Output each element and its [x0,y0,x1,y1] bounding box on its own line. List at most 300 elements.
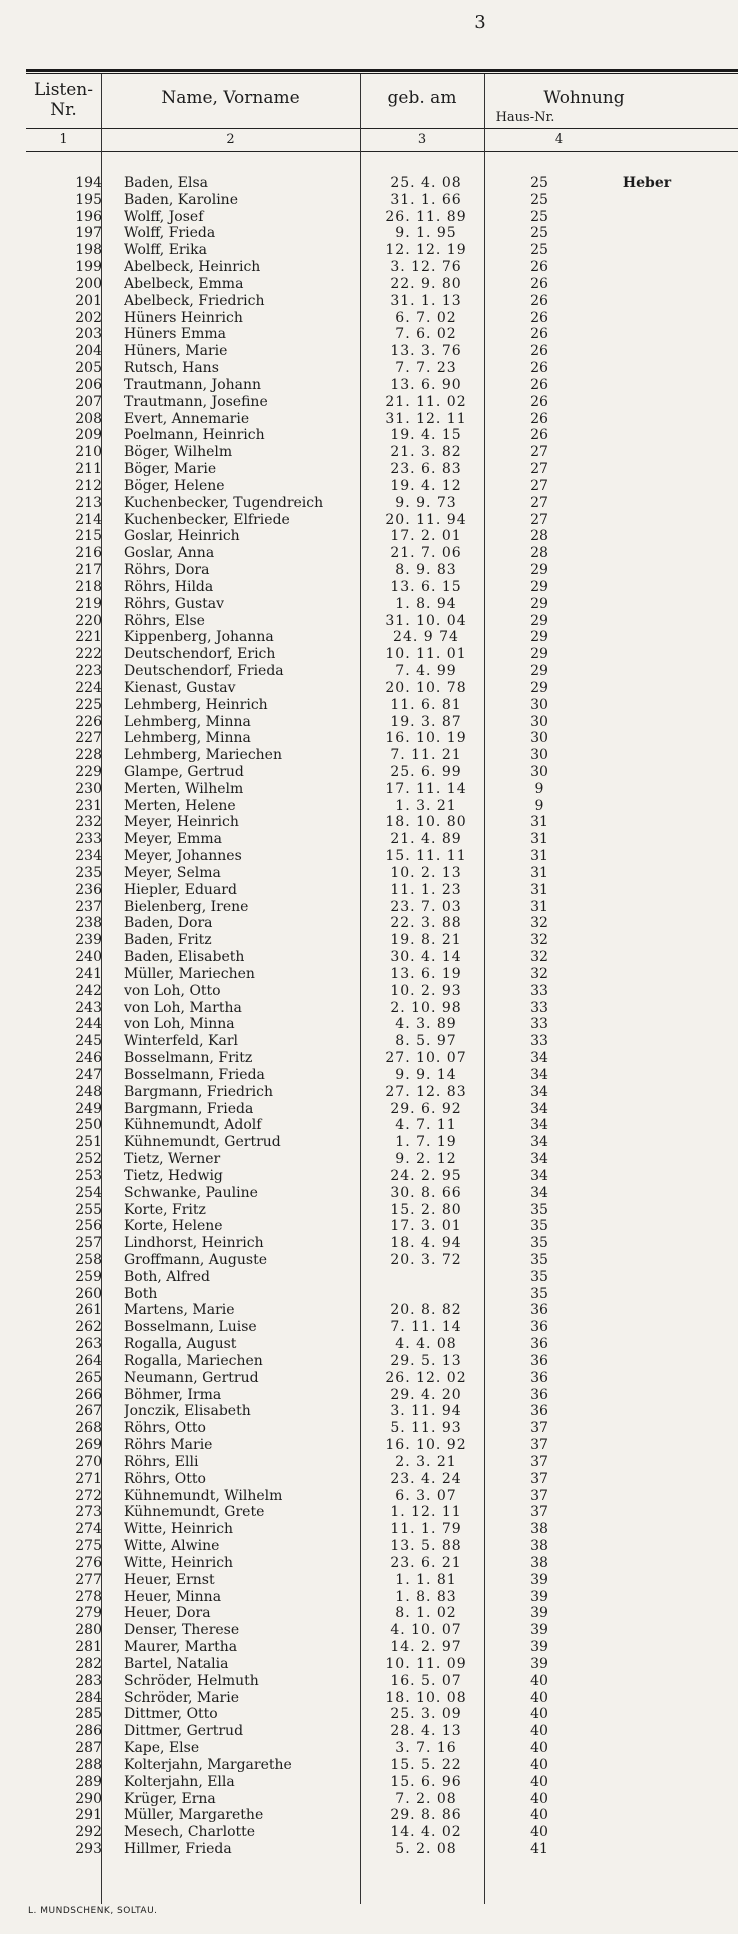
table-row [26,1605,738,1622]
house-number: 32 [530,915,548,932]
table-row [26,562,738,579]
list-number: 277 [75,1571,102,1588]
person-name: Röhrs, Otto [124,1420,206,1437]
person-name: Meyer, Selma [124,864,221,881]
house-number: 37 [530,1470,548,1487]
birth-date: 11. 6. 81 [390,696,462,713]
birth-date: 13. 5. 88 [390,1538,462,1555]
person-name: Trautmann, Johann [124,376,262,393]
list-number: 254 [75,1184,102,1201]
list-number: 201 [75,292,102,309]
house-number: 29 [530,595,548,612]
list-number: 286 [75,1723,102,1740]
person-name: Röhrs, Dora [124,562,210,579]
person-name: Schwanke, Pauline [124,1184,258,1201]
person-name: Schröder, Marie [124,1689,240,1706]
house-number: 31 [530,864,548,881]
table-row [26,175,738,192]
list-number: 266 [75,1386,102,1403]
birth-date: 15. 5. 22 [390,1756,462,1773]
list-number: 230 [75,780,102,797]
column-header-haus-nr: Haus-Nr. [495,110,555,125]
birth-date: 10. 2. 93 [390,982,462,999]
table-row [26,1807,738,1824]
person-name: Röhrs, Elli [124,1453,199,1470]
house-number: 31 [530,814,548,831]
birth-date: 21. 7. 06 [390,545,462,562]
person-name: Bargmann, Friedrich [124,1083,274,1100]
list-number: 240 [75,949,102,966]
table-row [26,1269,738,1286]
list-number: 200 [75,275,102,292]
table-row [26,613,738,630]
table-row [26,915,738,932]
house-number: 35 [530,1252,548,1268]
table-row [26,1016,738,1033]
person-name: von Loh, Otto [124,982,221,999]
column-header-listen-nr-line2: Nr. [50,100,77,120]
table-row [26,680,738,697]
person-name: Bosselmann, Frieda [124,1066,265,1083]
house-number: 33 [530,999,548,1016]
house-number: 37 [530,1504,548,1521]
column-index-2: 2 [226,132,235,147]
house-number: 9 [534,797,544,814]
list-number: 282 [75,1655,102,1672]
list-number: 224 [75,679,102,696]
column-index-3: 3 [417,132,427,147]
header-bottom-rule [26,128,738,129]
birth-date: 9. 9. 73 [395,494,457,511]
birth-date: 19. 8. 21 [390,932,462,949]
birth-date: 6. 3. 07 [395,1487,457,1504]
person-name: Witte, Heinrich [124,1554,234,1571]
table-row [26,394,738,411]
person-name: Baden, Dora [124,915,213,932]
list-number: 235 [75,864,102,881]
birth-date: 17. 11. 14 [385,780,467,797]
list-number: 269 [75,1437,102,1454]
house-number: 31 [530,848,548,865]
birth-date: 7. 7. 23 [395,360,457,377]
person-name: Hüners Emma [124,326,226,343]
house-number: 26 [530,259,548,276]
house-number: 39 [530,1655,548,1672]
index-bottom-rule [26,151,738,152]
house-number: 26 [530,360,548,377]
table-row [26,1252,738,1269]
list-number: 197 [75,225,102,242]
table-row [26,1723,738,1740]
birth-date: 7. 4. 99 [395,663,457,680]
house-number: 36 [530,1302,548,1319]
birth-date: 8. 5. 97 [395,1033,457,1050]
house-number: 25 [530,175,548,191]
list-number: 222 [75,646,102,663]
person-name: Krüger, Erna [124,1790,216,1807]
house-number: 29 [530,663,548,680]
house-number: 36 [530,1319,548,1336]
birth-date: 10. 11. 09 [385,1655,467,1672]
list-number: 243 [75,999,102,1016]
house-number: 26 [530,275,548,292]
birth-date: 14. 2. 97 [390,1639,462,1656]
table-row [26,1067,738,1084]
list-number: 253 [75,1167,102,1184]
person-name: Meyer, Heinrich [124,814,239,831]
list-number: 221 [75,629,102,646]
house-number: 34 [530,1050,548,1067]
birth-date: 15. 2. 80 [390,1201,462,1218]
person-name: Bosselmann, Luise [124,1319,257,1336]
table-row [26,983,738,1000]
house-number: 35 [530,1201,548,1218]
person-name: Hüners Heinrich [124,309,243,326]
birth-date: 1. 1. 81 [395,1571,457,1588]
birth-date: 13. 6. 15 [390,578,462,595]
person-name: Müller, Mariechen [124,965,255,982]
birth-date: 7. 2. 08 [395,1790,457,1807]
house-number: 32 [530,932,548,949]
birth-date: 6. 7. 02 [395,309,457,326]
birth-date: 29. 5. 13 [390,1352,462,1369]
list-number: 239 [75,932,102,949]
table-row [26,629,738,646]
person-name: Korte, Fritz [124,1201,206,1218]
birth-date: 10. 11. 01 [385,646,467,663]
table-row [26,276,738,293]
house-number: 35 [530,1285,548,1302]
list-number: 217 [75,562,102,579]
table-row [26,1538,738,1555]
list-number: 199 [75,259,102,276]
person-name: Goslar, Anna [124,545,215,562]
person-name: Kühnemundt, Adolf [124,1117,262,1134]
person-name: Kühnemundt, Wilhelm [124,1487,283,1504]
birth-date: 29. 4. 20 [390,1386,462,1403]
house-number: 34 [530,1151,548,1168]
table-row [26,444,738,461]
house-number: 38 [530,1538,548,1555]
birth-date: 7. 11. 14 [390,1319,462,1336]
list-number: 274 [75,1521,102,1538]
list-number: 259 [75,1268,102,1285]
list-number: 255 [75,1201,102,1218]
table-row [26,1319,738,1336]
list-number: 203 [75,326,102,343]
person-name: Hüners, Marie [124,343,228,360]
table-row [26,1101,738,1118]
list-number: 258 [75,1252,102,1268]
birth-date: 7. 6. 02 [395,326,457,343]
list-number: 275 [75,1538,102,1555]
table-row [26,814,738,831]
person-name: Tietz, Hedwig [124,1167,223,1184]
list-number: 249 [75,1100,102,1117]
birth-date: 21. 4. 89 [390,831,462,848]
birth-date: 24. 9 74 [393,629,459,646]
table-row [26,966,738,983]
table-row [26,512,738,529]
column-header-wohnung: Wohnung [543,88,625,108]
birth-date: 11. 1. 23 [390,881,462,898]
list-number: 229 [75,763,102,780]
house-number: 29 [530,578,548,595]
birth-date: 2. 3. 21 [395,1453,457,1470]
house-number: 33 [530,982,548,999]
person-name: Merten, Helene [124,797,236,814]
house-number: 27 [530,461,548,478]
house-number: 28 [530,528,548,545]
list-number: 223 [75,663,102,680]
table-row [26,1370,738,1387]
house-number: 39 [530,1588,548,1605]
table-row [26,1185,738,1202]
house-number: 39 [530,1571,548,1588]
table-row [26,1706,738,1723]
person-name: Deutschendorf, Frieda [124,663,284,680]
table-row [26,848,738,865]
birth-date: 25. 3. 09 [390,1706,462,1723]
house-number: 34 [530,1117,548,1134]
table-row [26,545,738,562]
birth-date: 3. 7. 16 [395,1740,457,1757]
list-number: 214 [75,511,102,528]
list-number: 245 [75,1033,102,1050]
birth-date: 31. 1. 66 [390,191,462,208]
birth-date: 2. 10. 98 [390,999,462,1016]
list-number: 210 [75,444,102,461]
list-number: 244 [75,1016,102,1033]
house-number: 36 [530,1352,548,1369]
house-number: 40 [530,1807,548,1824]
house-number: 29 [530,629,548,646]
person-name: Kühnemundt, Gertrud [124,1134,281,1151]
list-number: 241 [75,965,102,982]
house-number: 25 [530,242,548,259]
birth-date: 15. 6. 96 [390,1773,462,1790]
person-name: Kolterjahn, Margarethe [124,1756,292,1773]
birth-date: 3. 12. 76 [390,259,462,276]
list-number: 231 [75,797,102,814]
house-number: 36 [530,1386,548,1403]
table-row [26,1286,738,1303]
list-number: 198 [75,242,102,259]
person-name: Lehmberg, Heinrich [124,696,268,713]
house-number: 30 [530,730,548,747]
table-row [26,1033,738,1050]
table-row [26,1218,738,1235]
table-row [26,360,738,377]
person-name: Groffmann, Auguste [124,1252,268,1268]
person-name: Kuchenbecker, Elfriede [124,511,290,528]
person-name: Meyer, Johannes [124,848,242,865]
house-number: 41 [530,1840,548,1857]
house-number: 40 [530,1706,548,1723]
table-row [26,1622,738,1639]
list-number: 234 [75,848,102,865]
list-number: 273 [75,1504,102,1521]
person-name: Lehmberg, Minna [124,730,251,747]
person-name: Lehmberg, Mariechen [124,747,282,764]
birth-date: 4. 3. 89 [395,1016,457,1033]
birth-date: 27. 10. 07 [385,1050,467,1067]
table-row [26,1791,738,1808]
birth-date: 18. 10. 80 [385,814,467,831]
person-name: von Loh, Minna [124,1016,235,1033]
person-name: Witte, Heinrich [124,1521,234,1538]
house-number: 37 [530,1437,548,1454]
person-name: Poelmann, Heinrich [124,427,265,444]
birth-date: 30. 4. 14 [390,949,462,966]
person-name: Evert, Annemarie [124,410,250,427]
list-number: 215 [75,528,102,545]
list-number: 279 [75,1605,102,1622]
table-row [26,1841,738,1858]
person-name: von Loh, Martha [124,999,242,1016]
house-number: 35 [530,1218,548,1235]
list-number: 195 [75,191,102,208]
person-name: Rogalla, Mariechen [124,1352,263,1369]
table-row [26,1050,738,1067]
table-row [26,1235,738,1252]
table-row [26,1403,738,1420]
table-row [26,411,738,428]
house-number: 29 [530,679,548,696]
table-row [26,1757,738,1774]
list-number: 289 [75,1773,102,1790]
person-name: Röhrs Marie [124,1437,213,1454]
birth-date: 4. 7. 11 [395,1117,457,1134]
birth-date: 8. 1. 02 [395,1605,457,1622]
list-number: 218 [75,578,102,595]
top-double-rule-thin [26,73,738,74]
house-number: 38 [530,1521,548,1538]
house-number: 32 [530,949,548,966]
table-row [26,831,738,848]
birth-date: 11. 1. 79 [390,1521,462,1538]
birth-date: 27. 12. 83 [385,1083,467,1100]
person-name: Heuer, Ernst [124,1571,215,1588]
person-name: Deutschendorf, Erich [124,646,276,663]
house-number: 30 [530,747,548,764]
birth-date: 20. 8. 82 [390,1302,462,1319]
birth-date: 17. 2. 01 [390,528,462,545]
list-number: 220 [75,612,102,629]
house-number: 31 [530,881,548,898]
table-row [26,225,738,242]
table-row [26,1454,738,1471]
table-row [26,495,738,512]
table-row [26,192,738,209]
table-row [26,1521,738,1538]
table-row [26,528,738,545]
list-number: 226 [75,713,102,730]
table-row [26,1420,738,1437]
table-row [26,1302,738,1319]
birth-date: 31. 1. 13 [390,292,462,309]
column-header-listen-nr [26,80,101,120]
house-number: 33 [530,1016,548,1033]
person-name: Goslar, Heinrich [124,528,240,545]
house-number: 27 [530,477,548,494]
list-number: 257 [75,1235,102,1252]
person-name: Jonczik, Elisabeth [124,1403,251,1420]
house-number: 28 [530,545,548,562]
table-row [26,1387,738,1404]
birth-date: 1. 7. 19 [395,1134,457,1151]
house-number: 40 [530,1773,548,1790]
birth-date: 10. 2. 13 [390,864,462,881]
table-row [26,714,738,731]
house-number: 39 [530,1639,548,1656]
birth-date: 29. 8. 86 [390,1807,462,1824]
column-header-listen-nr-line1: Listen- [33,80,94,100]
table-row [26,697,738,714]
table-row [26,1000,738,1017]
house-number: 30 [530,763,548,780]
person-name: Dittmer, Gertrud [124,1723,244,1740]
person-name: Kienast, Gustav [124,679,236,696]
birth-date: 14. 4. 02 [390,1824,462,1841]
person-name: Lehmberg, Minna [124,713,251,730]
person-name: Kühnemundt, Grete [124,1504,265,1521]
table-row [26,1639,738,1656]
table-row [26,1824,738,1841]
birth-date: 28. 4. 13 [390,1723,462,1740]
table-row [26,427,738,444]
person-name: Röhrs, Otto [124,1470,206,1487]
person-name: Martens, Marie [124,1302,235,1319]
person-name: Böger, Wilhelm [124,444,233,461]
table-row [26,882,738,899]
list-number: 247 [75,1066,102,1083]
person-name: Kolterjahn, Ella [124,1773,235,1790]
house-number: 40 [530,1790,548,1807]
list-number: 236 [75,881,102,898]
person-name: Röhrs, Gustav [124,595,225,612]
list-number: 278 [75,1588,102,1605]
birth-date: 5. 2. 08 [395,1840,457,1857]
birth-date: 4. 4. 08 [395,1336,457,1353]
person-name: Glampe, Gertrud [124,763,244,780]
birth-date: 16. 5. 07 [390,1672,462,1689]
list-number: 228 [75,747,102,764]
house-number: 30 [530,713,548,730]
birth-date: 31. 12. 11 [385,410,467,427]
birth-date: 20. 10. 78 [385,679,467,696]
house-number: 30 [530,696,548,713]
person-name: Röhrs, Else [124,612,205,629]
table-row [26,1471,738,1488]
person-name: Wolff, Erika [124,242,207,259]
table-row [26,646,738,663]
person-name: Böger, Marie [124,461,217,478]
table-row [26,1437,738,1454]
table-row [26,461,738,478]
house-number: 26 [530,309,548,326]
house-number: 26 [530,343,548,360]
row-note: Heber [622,175,672,191]
house-number: 27 [530,494,548,511]
person-name: Wolff, Frieda [124,225,216,242]
house-number: 26 [530,427,548,444]
person-name: Wolff, Josef [124,208,204,225]
person-name: Witte, Alwine [124,1538,220,1555]
house-number: 34 [530,1100,548,1117]
house-number: 32 [530,965,548,982]
birth-date: 26. 11. 89 [385,208,467,225]
